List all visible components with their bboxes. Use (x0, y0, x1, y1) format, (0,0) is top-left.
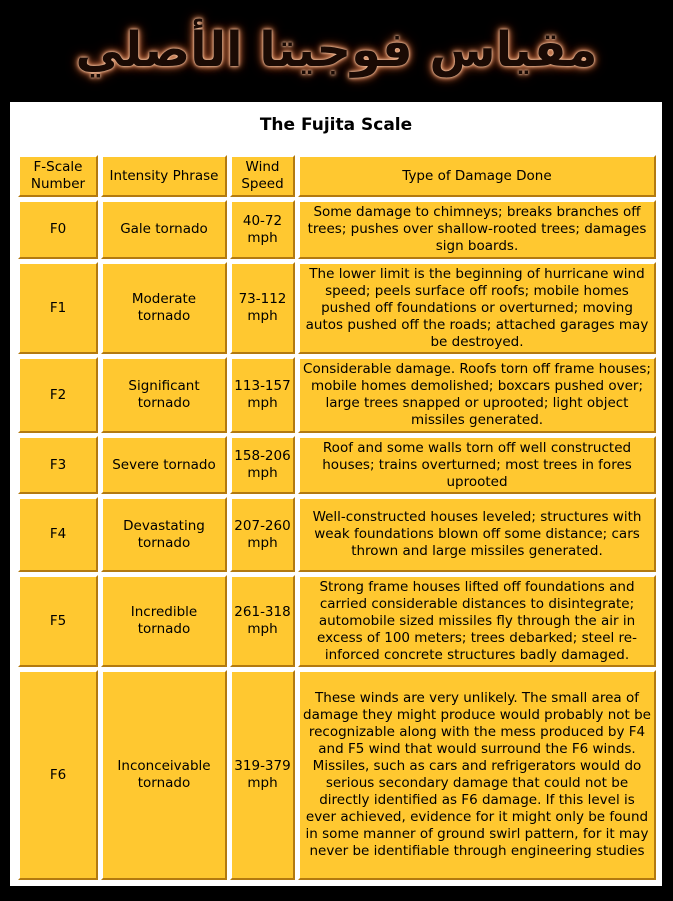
table-row (18, 262, 656, 354)
cell-intensity-phrase: Significant tornado (101, 357, 227, 433)
page-header (0, 0, 673, 100)
header-row (18, 155, 656, 197)
cell-scale-number: F5 (18, 575, 98, 667)
cell-wind-speed: 40-72 mph (230, 200, 295, 259)
cell-wind-speed: 319-379 mph (230, 670, 295, 880)
arabic-title: مقياس فوجيتا الأصلي (75, 22, 598, 78)
cell-wind-speed: 113-157 mph (230, 357, 295, 433)
cell-wind-speed: 158-206 mph (230, 436, 295, 494)
table-title: The Fujita Scale (259, 115, 413, 135)
cell-intensity-phrase: Severe tornado (101, 436, 227, 494)
cell-scale-number: F1 (18, 262, 98, 354)
cell-intensity-phrase: Devastating tornado (101, 497, 227, 572)
table-row (18, 670, 656, 880)
cell-scale-number: F4 (18, 497, 98, 572)
cell-damage: The lower limit is the beginning of hurricane wind speed; peels surface off roofs; mobile homes pushed off foundations or overturned; moving autos pushed off the roads; attached garages may be destroyed. (298, 262, 656, 354)
header-f-scale-number: F-Scale Number (18, 155, 98, 197)
cell-damage: These winds are very unlikely. The small area of damage they might produce would probably not be recognizable along with the mess produced by F4 and F5 wind that would surround the F6 winds. Missiles, such as cars and refrigerators would do serious secondary damage that could not be directly identified as F6 damage. If this level is ever achieved, evidence for it might only be found in some manner of ground swirl pattern, for it may never be identifiable through engineering studies (298, 670, 656, 880)
cell-scale-number: F6 (18, 670, 98, 880)
cell-damage: Well-constructed houses leveled; structures with weak foundations blown off some distance; cars thrown and large missiles generated. (298, 497, 656, 572)
cell-scale-number: F3 (18, 436, 98, 494)
cell-intensity-phrase: Inconceivable tornado (101, 670, 227, 880)
cell-intensity-phrase: Incredible tornado (101, 575, 227, 667)
table-row (18, 200, 656, 259)
cell-intensity-phrase: Gale tornado (101, 200, 227, 259)
cell-scale-number: F2 (18, 357, 98, 433)
table-row (18, 497, 656, 572)
cell-damage: Roof and some walls torn off well constructed houses; trains overturned; most trees in fores uprooted (298, 436, 656, 494)
table-row (18, 575, 656, 667)
cell-damage: Strong frame houses lifted off foundations and carried considerable distances to disintegrate; automobile sized missiles fly through the air in excess of 100 meters; trees debarked; steel re-inforced concrete structures badly damaged. (298, 575, 656, 667)
cell-scale-number: F0 (18, 200, 98, 259)
header-wind-speed: Wind Speed (230, 155, 295, 197)
cell-damage: Considerable damage. Roofs torn off frame houses; mobile homes demolished; boxcars pushed over; large trees snapped or uprooted; light object missiles generated. (298, 357, 656, 433)
cell-intensity-phrase: Moderate tornado (101, 262, 227, 354)
fujita-table (15, 152, 659, 883)
cell-damage: Some damage to chimneys; breaks branches off trees; pushes over shallow-rooted trees; damages sign boards. (298, 200, 656, 259)
cell-wind-speed: 261-318 mph (230, 575, 295, 667)
cell-wind-speed: 207-260 mph (230, 497, 295, 572)
table-row (18, 357, 656, 433)
header-damage: Type of Damage Done (298, 155, 656, 197)
header-intensity-phrase: Intensity Phrase (101, 155, 227, 197)
table-row (18, 436, 656, 494)
fujita-panel (10, 102, 662, 886)
cell-wind-speed: 73-112 mph (230, 262, 295, 354)
